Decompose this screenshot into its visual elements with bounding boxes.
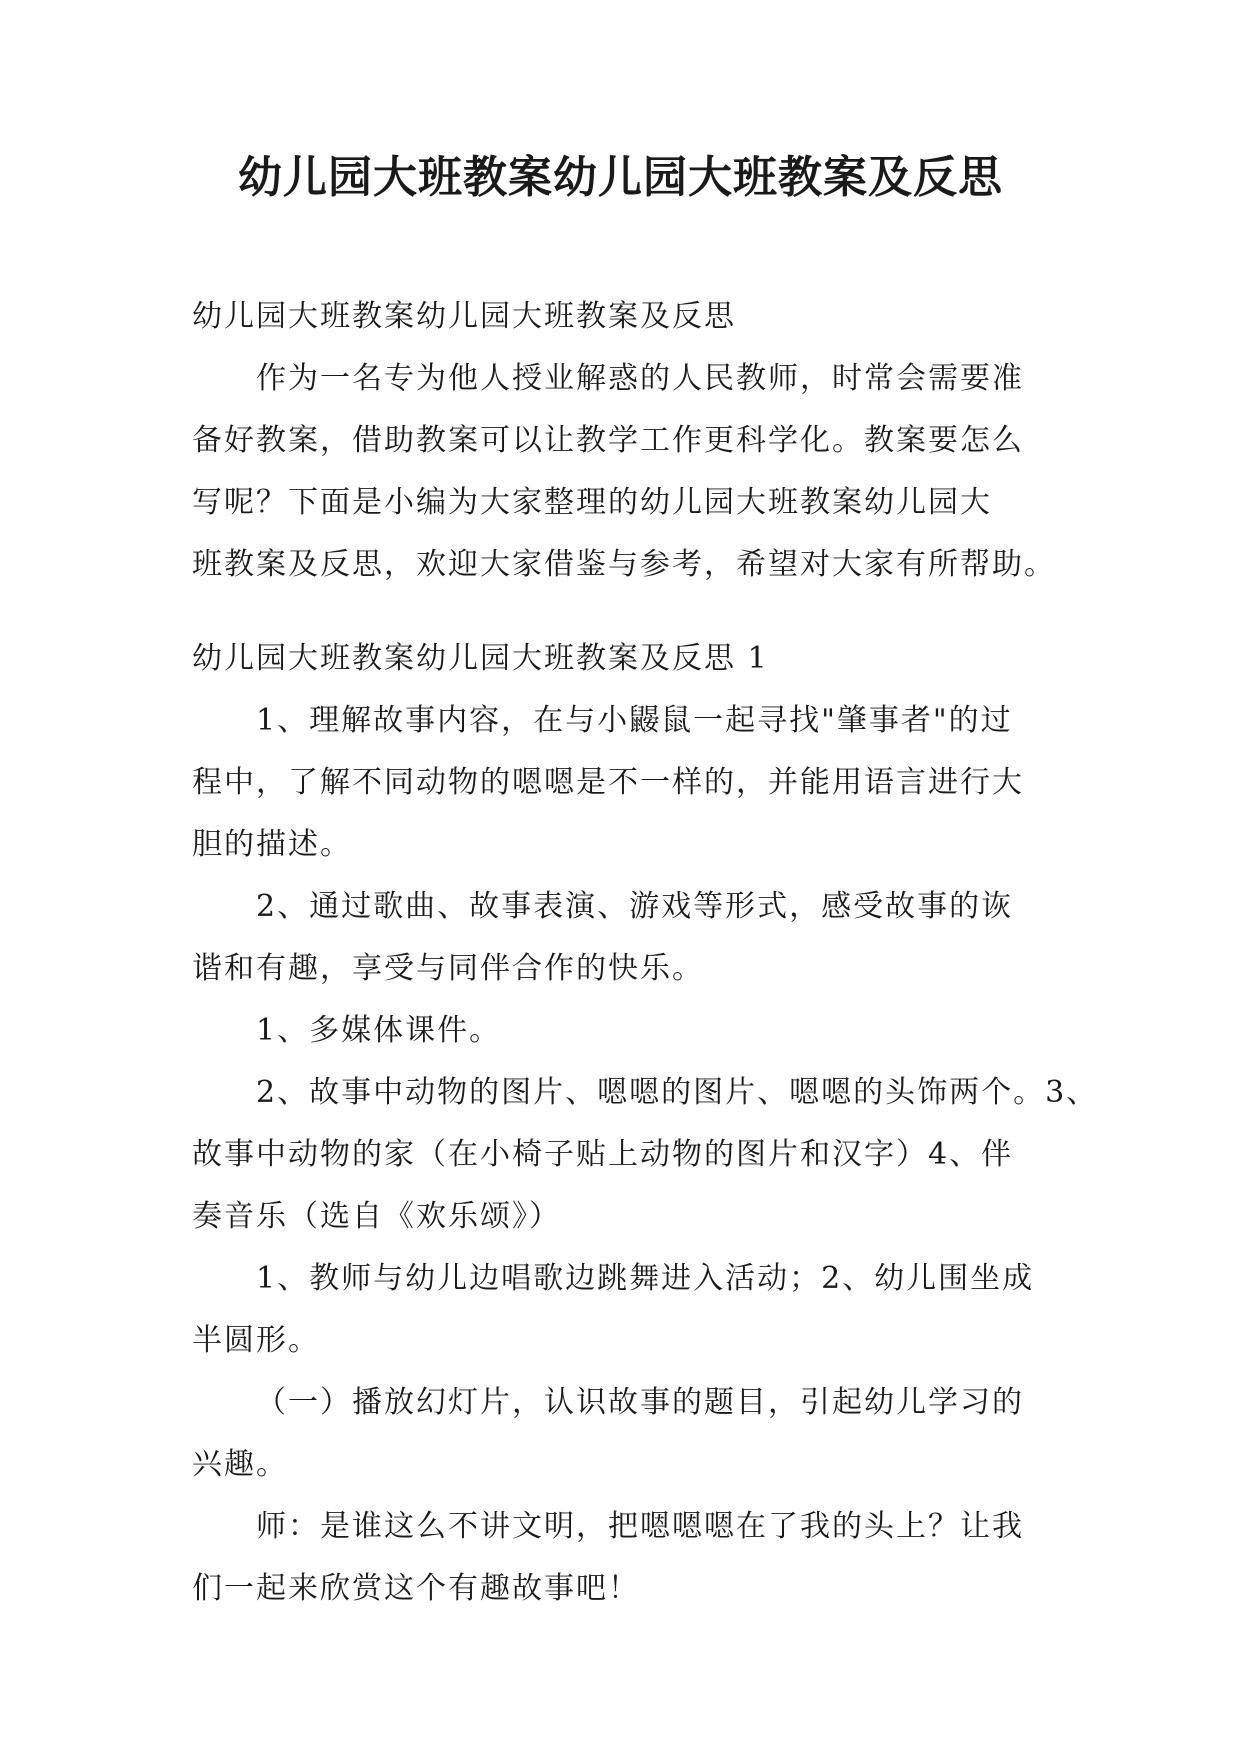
paragraph-line: 师：是谁这么不讲文明，把嗯嗯嗯在了我的头上？让我 (256, 1509, 1024, 1544)
paragraph-line: 半圆形。 (192, 1323, 320, 1358)
paragraph-line: 奏音乐（选自《欢乐颂》） (192, 1199, 561, 1234)
paragraph-line: 兴趣。 (192, 1447, 288, 1482)
section-spacer (192, 596, 1052, 628)
paragraph-line: 1、理解故事内容，在与小鼹鼠一起寻找"肇事者"的过 (256, 703, 1013, 738)
paragraph-line: 胆的描述。 (192, 827, 352, 862)
paragraph-line: 故事中动物的家（在小椅子贴上动物的图片和汉字）4、伴 (192, 1137, 1014, 1172)
paragraph-line: 程中，了解不同动物的嗯嗯是不一样的，并能用语言进行大 (192, 765, 1024, 800)
paragraph-line: 2、故事中动物的图片、嗯嗯的图片、嗯嗯的头饰两个。3、 (256, 1075, 1099, 1110)
intro-paragraph-line: 作为一名专为他人授业解惑的人民教师，时常会需要准 (256, 361, 1024, 396)
paragraph-line: 们一起来欣赏这个有趣故事吧！ (192, 1571, 640, 1606)
paragraph-line: 1、教师与幼儿边唱歌边跳舞进入活动；2、幼儿围坐成 (256, 1261, 1035, 1296)
intro-paragraph-line: 备好教案，借助教案可以让教学工作更科学化。教案要怎么 (192, 423, 1024, 458)
paragraph-line: 谐和有趣，享受与同伴合作的快乐。 (192, 951, 704, 986)
paragraph-line: 2、通过歌曲、故事表演、游戏等形式，感受故事的诙 (256, 889, 1014, 924)
intro-paragraph-line: 写呢？下面是小编为大家整理的幼儿园大班教案幼儿园大 (192, 485, 992, 520)
section-heading: 幼儿园大班教案幼儿园大班教案及反思 1 (192, 641, 769, 676)
document-title: 幼儿园大班教案幼儿园大班教案及反思 (238, 152, 1003, 203)
paragraph-line: （一）播放幻灯片，认识故事的题目，引起幼儿学习的 (256, 1385, 1024, 1420)
subtitle-line: 幼儿园大班教案幼儿园大班教案及反思 (192, 299, 736, 334)
document-body (192, 286, 1099, 1620)
paragraph-line: 1、多媒体课件。 (256, 1013, 502, 1048)
intro-paragraph-line: 班教案及反思，欢迎大家借鉴与参考，希望对大家有所帮助。 (192, 547, 1056, 582)
